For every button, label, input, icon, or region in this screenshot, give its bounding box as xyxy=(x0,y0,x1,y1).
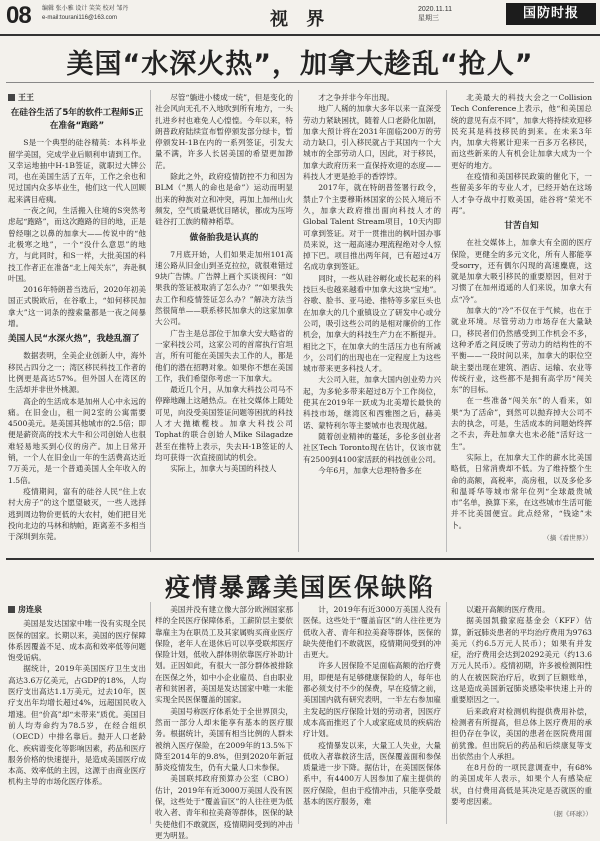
newspaper-masthead: 国防时报 xyxy=(506,3,596,25)
paragraph: 随着创业精神的蔓延，多伦多创业者社区Tech Toronto现在估计，仅该市就有2500到4100家活跃的科技创业公司。 xyxy=(303,431,441,464)
article1-column-4 xyxy=(451,92,592,554)
paragraph: 在疫情和美国移民政策的催化下，一些留美多年的专业人才，已经开始在这场人才争夺战中打败美国，硅谷将“荣光不再”。 xyxy=(451,172,592,215)
paragraph: 7月底开始，人们如果走加州101高速公路从旧金山到圣克拉拉，就很难错过9块广告牌。广告牌上画个买谈视问：“如果我的签证被取消了怎么办？”“如果我失去工作和疫情签证怎么办？”解决方法当然很简单——联系移民加拿大的这家加拿大公司。 xyxy=(155,249,293,327)
paragraph: 据美国凯撒家庭基金会（KFF）估算，新冠肺炎患者的平均治疗费用为9763美元（约6.5万元人民币）；如果有并发症，治疗费用会达到20292美元（约13.6万元人民币）。疫情初期，许多被检测阳性的人在被医院治疗后，收到了巨额账单，这是造成美国新冠肺炎感染率快速上升的重要原因之一。 xyxy=(451,616,592,705)
article2-column-2 xyxy=(155,604,293,840)
byline-square-icon xyxy=(8,606,15,613)
article2-column-1 xyxy=(8,604,146,826)
article1-column-1 xyxy=(8,92,146,554)
article1-subhead-1: 美国人民“水深火热”，我趁乱溜了 xyxy=(8,334,140,345)
divider xyxy=(6,82,594,83)
paragraph: 2017年，就在特朗普签署行政令，禁止7个主要穆斯林国家的公民入境后不久，加拿大政府推出面向科技人才的Global Talent Stream项目，10天内即可拿到签证。对于一贯推出的枫叶国办事员来说，这一超高速办理流程绝对令人惊掉下巴。项目推出两年间，已有超过4万名成功拿到签证。 xyxy=(303,183,441,272)
article1-byline xyxy=(8,92,146,103)
article2-column-4 xyxy=(451,604,592,826)
article1-headline: 美国“水深火热”，加拿大趁乱“抢人” xyxy=(66,49,534,80)
dateline xyxy=(418,5,452,23)
paragraph: 美国是发达国家中唯一没有实现全民医保的国家。长期以来，美国的医疗保障体系因覆盖不足、成本高和效率低等问题饱受诟病。 xyxy=(8,619,146,663)
paragraph: 美国并没有建立像大部分欧洲国家那样的全民医疗保障体系，工薪阶层主要依靠雇主为在职员工及其家属购买商业医疗保险，老年人在退休后可以享受联邦医疗保险计划，低收入群体则依靠医疗补助计划。正因如此，有很大一部分群体被排除在医保之外，如中小企业雇员、自由职业者和贫困者，美国是发达国家中唯一未能实现全民医保覆盖的国家。 xyxy=(155,605,293,705)
paragraph: 数据表明，全美企业创新人中，海外移民占四分之一；湾区移民科技工作者的比例更是高达57%。但外国人在湾区的生活却并非世外桃源。 xyxy=(8,351,146,395)
byline-text: 房连泉 xyxy=(18,605,42,614)
paragraph: 据统计，2019年美国医疗卫生支出高达3.6万亿美元，占GDP的18%，人均医疗支出高达1.1万美元，过去10年，医疗支出年均增长超过4%，远超国民收入增速。但“价高”却“未带来”质优。美国目前人均寿命约为78.5岁，在经合组织（OECD）中排名靠后。抛开人口老龄化、疾病谱变化等影响因素，药品和医疗服务价格的快速提升，是造成美国医疗成本高、效率低的主因，这源于由商业医疗机构主导的市场化医疗体系。 xyxy=(8,664,146,787)
page-header xyxy=(0,0,600,36)
section-divider xyxy=(6,558,594,560)
editors-info xyxy=(42,5,212,23)
byline-square-icon xyxy=(8,94,15,101)
paragraph: 美国联邦政府预算办公室（CBO）估计，2019年有近3000万美国人没有医保，这些处于“覆盖盲区”的人往往更为低收入者、青年和拉美裔等群体，医保的缺失使他们不敢就医，疫情期间受到的冲击更为明显。 xyxy=(155,774,293,840)
paragraph: 以避开高额的医疗费用。 xyxy=(466,605,550,614)
paragraph: 后来政府对检测机构提供费用补偿，检测者有所提高，但总体上医疗费用的承担仍存在争议，美国的患者在医院费用面前犹豫。但出院后的药品和后续康复等支出依然由个人承担。 xyxy=(451,706,592,761)
issue-date: 2020.11.11 xyxy=(418,6,452,13)
column-divider xyxy=(298,90,299,552)
paragraph: 尽管“躺进小楼成一统”，但是变化的社会风向无孔不入地吹到所有地方，一头扎进乡村也难免人心惶惶。今年以来，特朗普政府陆续宣布暂停颁发部分绿卡，暂停颁发H-1B在内的一系列签证，引发大量不满，许多人长居美国的希望更加渺茫。 xyxy=(155,93,293,170)
paragraph: 今年6月，加拿大总理特鲁多在 xyxy=(318,465,422,475)
article1-subhead-2: 做备胎我是认真的 xyxy=(189,232,259,243)
paragraph: 疫情暴发以来，大量工人失业，大量低收入者靠救济生活，医保覆盖面和参保质量进一步下降。据估计，在美国医保体系中，有4400万人因参加了雇主提供的医疗保险，但由于疫情冲击，只能享受最基本的医疗服务，难 xyxy=(303,740,441,807)
column-divider xyxy=(446,602,447,824)
paragraph: S是一个典型的硅谷精英：本科毕业留学美国，完成学业后顺利申请到工作。又幸运地抽中H-1B签证，就职过大牌公司，也在美国生活了五年，工作之余也和见过国内众多毕业生，他们这一代人回顾起来满目疮痍。 xyxy=(8,138,146,204)
article2-credit: （据《环球》） xyxy=(549,810,592,819)
paragraph: 一夜之间，生活搬入住境的S突然考虑起“跑路”，而这次跑路的目的地，正是曾经嗤之以鼻的加拿大——传说中的“他北极寒之地”，一个“没什么意思”的地方，与此同时，和S一样，大批美国的科技工作者正在准备“北上闯关东”，奔赴枫叶国。 xyxy=(8,206,146,283)
paragraph: 实际上，在加拿大工作的薪水比美国略低，日常消费却不低。为了维持整个生命的高额，高税率，高房租，以及多伦多和温哥华等城市常年位列“全球最贵城市”名单，换算下来，在这些城市生活可能并不比美国便宜。此点经常，“钱途”未卜。 xyxy=(451,452,592,530)
page-number: 08 xyxy=(6,2,31,29)
byline-text: 王王 xyxy=(18,93,34,102)
paragraph: 北美最大的科技大会之一Collision Tech Conference上表示，他“和美国总统的意见有点不同”，加拿大将持续欢迎移民充其是科技移民的到来。在未来3年内，加拿大将累计迎来一百多万名移民，而这些新来的人有机会让加拿大成为一个更好的地方。 xyxy=(451,93,592,170)
paragraph: 在一些准备“闯关东”的人看来，如果“为了活命”，到然可以抛弃掉大公司不去的执念，可是，生活成本的问题始终挥之不去，奔赴加拿大也未必能“活好这一生”。 xyxy=(451,396,592,451)
article1-subhead-3: 甘苦自知 xyxy=(504,221,539,232)
paragraph: 在社交媒体上，加拿大有全面的医疗保险，更健全的多元文化，所有人都能享受sorry，还有偶尔闪现的高速麋鹿，这就是加拿大吸引移民的重要原因，但对于习惯了在加州逍遥的人们来说，加拿大有点“冷”。 xyxy=(451,238,592,304)
article1-column-3 xyxy=(303,92,441,554)
section-title: 视 界 xyxy=(270,9,331,30)
paragraph: 除此之外，政府疫情防控不力和因为BLM（“黑人的命也是命”）运动而明显出来的种族对立和冲突，再加上加州山火频发，空气质量堪忧目睹状，都成为压垮硅谷打工族的精神稻草。 xyxy=(155,172,293,227)
paragraph: 地广人稀的加拿大多年以来一直深受劳动力紧缺困扰，随着人口老龄化加剧，加拿大预计将在2031年面临200万的劳动力缺口，引入移民就占于其国内一个大城市的全部劳动人口，因此，对于移民，加拿大政府历来一直保持欢迎的态度——科技人才更是抢手的香饽饽。 xyxy=(303,104,441,182)
editors-line: 编辑 张小雅 设计 笑笑 校对 邹丹 xyxy=(42,6,129,12)
column-divider xyxy=(150,90,151,552)
article2-column-3 xyxy=(303,604,441,826)
article2-headline: 疫情暴露美国医保缺陷 xyxy=(164,573,435,602)
paragraph: 在8月份的一项民意调查中，有68%的美国成年人表示，如果个人有感染症状，自付费用高低是其决定是否就医的重要考虑因素。 xyxy=(451,763,592,807)
paragraph: 疫情期间，富有的硅谷人民“住上农村大房子”的这个愿望破灭，一些人选择逃到周边物价更低的大农村，她们把目光投向北边的马林和纳帕，距离差不多相当于深圳到东莞。 xyxy=(8,486,146,542)
paragraph: 美国号称医疗体系处于全世界顶尖，然而一部分人却未能享有基本的医疗服务。根据统计，美国有相当比例的人群未被纳入医疗保险，在2009年的13.5%下降至2014年的9.8%，但到2020年新冠肺炎疫情发生，仍有大量人口未参保。 xyxy=(155,706,293,773)
article1-column-2 xyxy=(155,92,293,554)
paragraph: 才之争并非今年出现。 xyxy=(318,93,395,102)
column-divider xyxy=(298,602,299,824)
paragraph: 同时，一些从硅谷孵化或长起来的科技巨头也越来越看中加拿大这块“宝地”。谷歌、脸书、亚马逊、推特等多家巨头也在加拿大的几个重镇设立了研发中心或分公司，吸引这些公司的是相对廉价的工作机会，加拿大的科技生产力在不断提升。相比之下，在加拿大的生活压力也有所减少，公司们的出现也在一定程度上为这些城市带来更多科技人才。 xyxy=(303,273,441,374)
article1-credit: （摘《看世界》） xyxy=(543,533,592,542)
paragraph: 实际上，加拿大与美国的科技人 xyxy=(170,464,277,474)
paragraph: 计，2019年有近3000万美国人没有医保。这些处于“覆盖盲区”的人往往更为低收入者、青年和拉美裔等群体，医保的缺失使他们不敢就医，疫情期间受到的冲击更大。 xyxy=(303,605,441,660)
paragraph: 广告主是总部位于加拿大安大略省的一家科技公司，这家公司的首席执行官坦言，所有可能在美国失去工作的人，都是他们的潜在招聘对象。如果你不想在美国工作，我们希望你考虑一下加拿大。 xyxy=(155,328,293,383)
paragraph: 最近几个月，从加拿大科技公司马不停蹄地蹦上这趟热点。在社交媒体上随处可见，向没受美国签证问题等困扰的科技人才大抛橄榄枝。加拿大科技公司Tophat的联合创始人Mike Silagadze甚至在推特上表示，失去H-1B签证的人均可获得一次直接面试的机会。 xyxy=(155,385,293,462)
column-divider xyxy=(150,602,151,824)
paragraph: 2016年特朗普当选后，2020年初美国正式脱欧后，在谷歌上，“如何移民加拿大”这一词条的搜索量都是一夜之间暴增。 xyxy=(8,285,146,329)
paragraph: 许多人因保险不足面临高额的治疗费用，即便是有足够健康保险的人，每年也都必须支付不少的保费，早在疫情之前，美国国内就有研究表明，一半左右参加雇主发起的医疗保险计划的劳动者，因医疗成本高而推迟了个人或家庭成员的疾病治疗计划。 xyxy=(303,661,441,739)
paragraph: 高企的生活成本是加州人心中永远的痛。在旧金山，租一间2室的公寓需要4500美元。是美国其他城市的2.5倍；即便是薪资高的技术大牛和公司创始人也很难轻易地买到心仪的房产。加上日常开销，一个人在旧金山一年的生活费高达近7万美元，是一个普通美国人全年收入的1.5倍。 xyxy=(8,396,146,485)
paragraph: 加拿大的“冷”不仅在于气候，也在于就业环境。尽管劳动力市场存在大量缺口，移民者们仍然感受到工作机会不多，这种矛盾之间反映了劳动力的结构性的不平衡——一段时间以来，加拿大的职位空缺主要出现在建筑、酒店、运输、农业等传统行业，这些都不是拥有高学历“闯关东”的目标。 xyxy=(451,306,592,395)
column-divider xyxy=(446,90,447,552)
email-line: e-mail:tourani116@163.com xyxy=(42,15,118,21)
article1-lead-subhead: 在硅谷生活了5年的软件工程师S正在准备“跑路” xyxy=(10,108,144,132)
issue-weekday: 星期三 xyxy=(418,15,439,22)
article2-byline xyxy=(8,604,146,615)
paragraph: 大公司入驻，加拿大国内创业势力兴起，为多轮多带来超过8万个工作岗位，使其在2019年一跃成为北美增长最快的科技市场，继湾区和西雅图之后，赫美诺、蒙特利尔等主要城市也表现优越。 xyxy=(303,375,441,430)
